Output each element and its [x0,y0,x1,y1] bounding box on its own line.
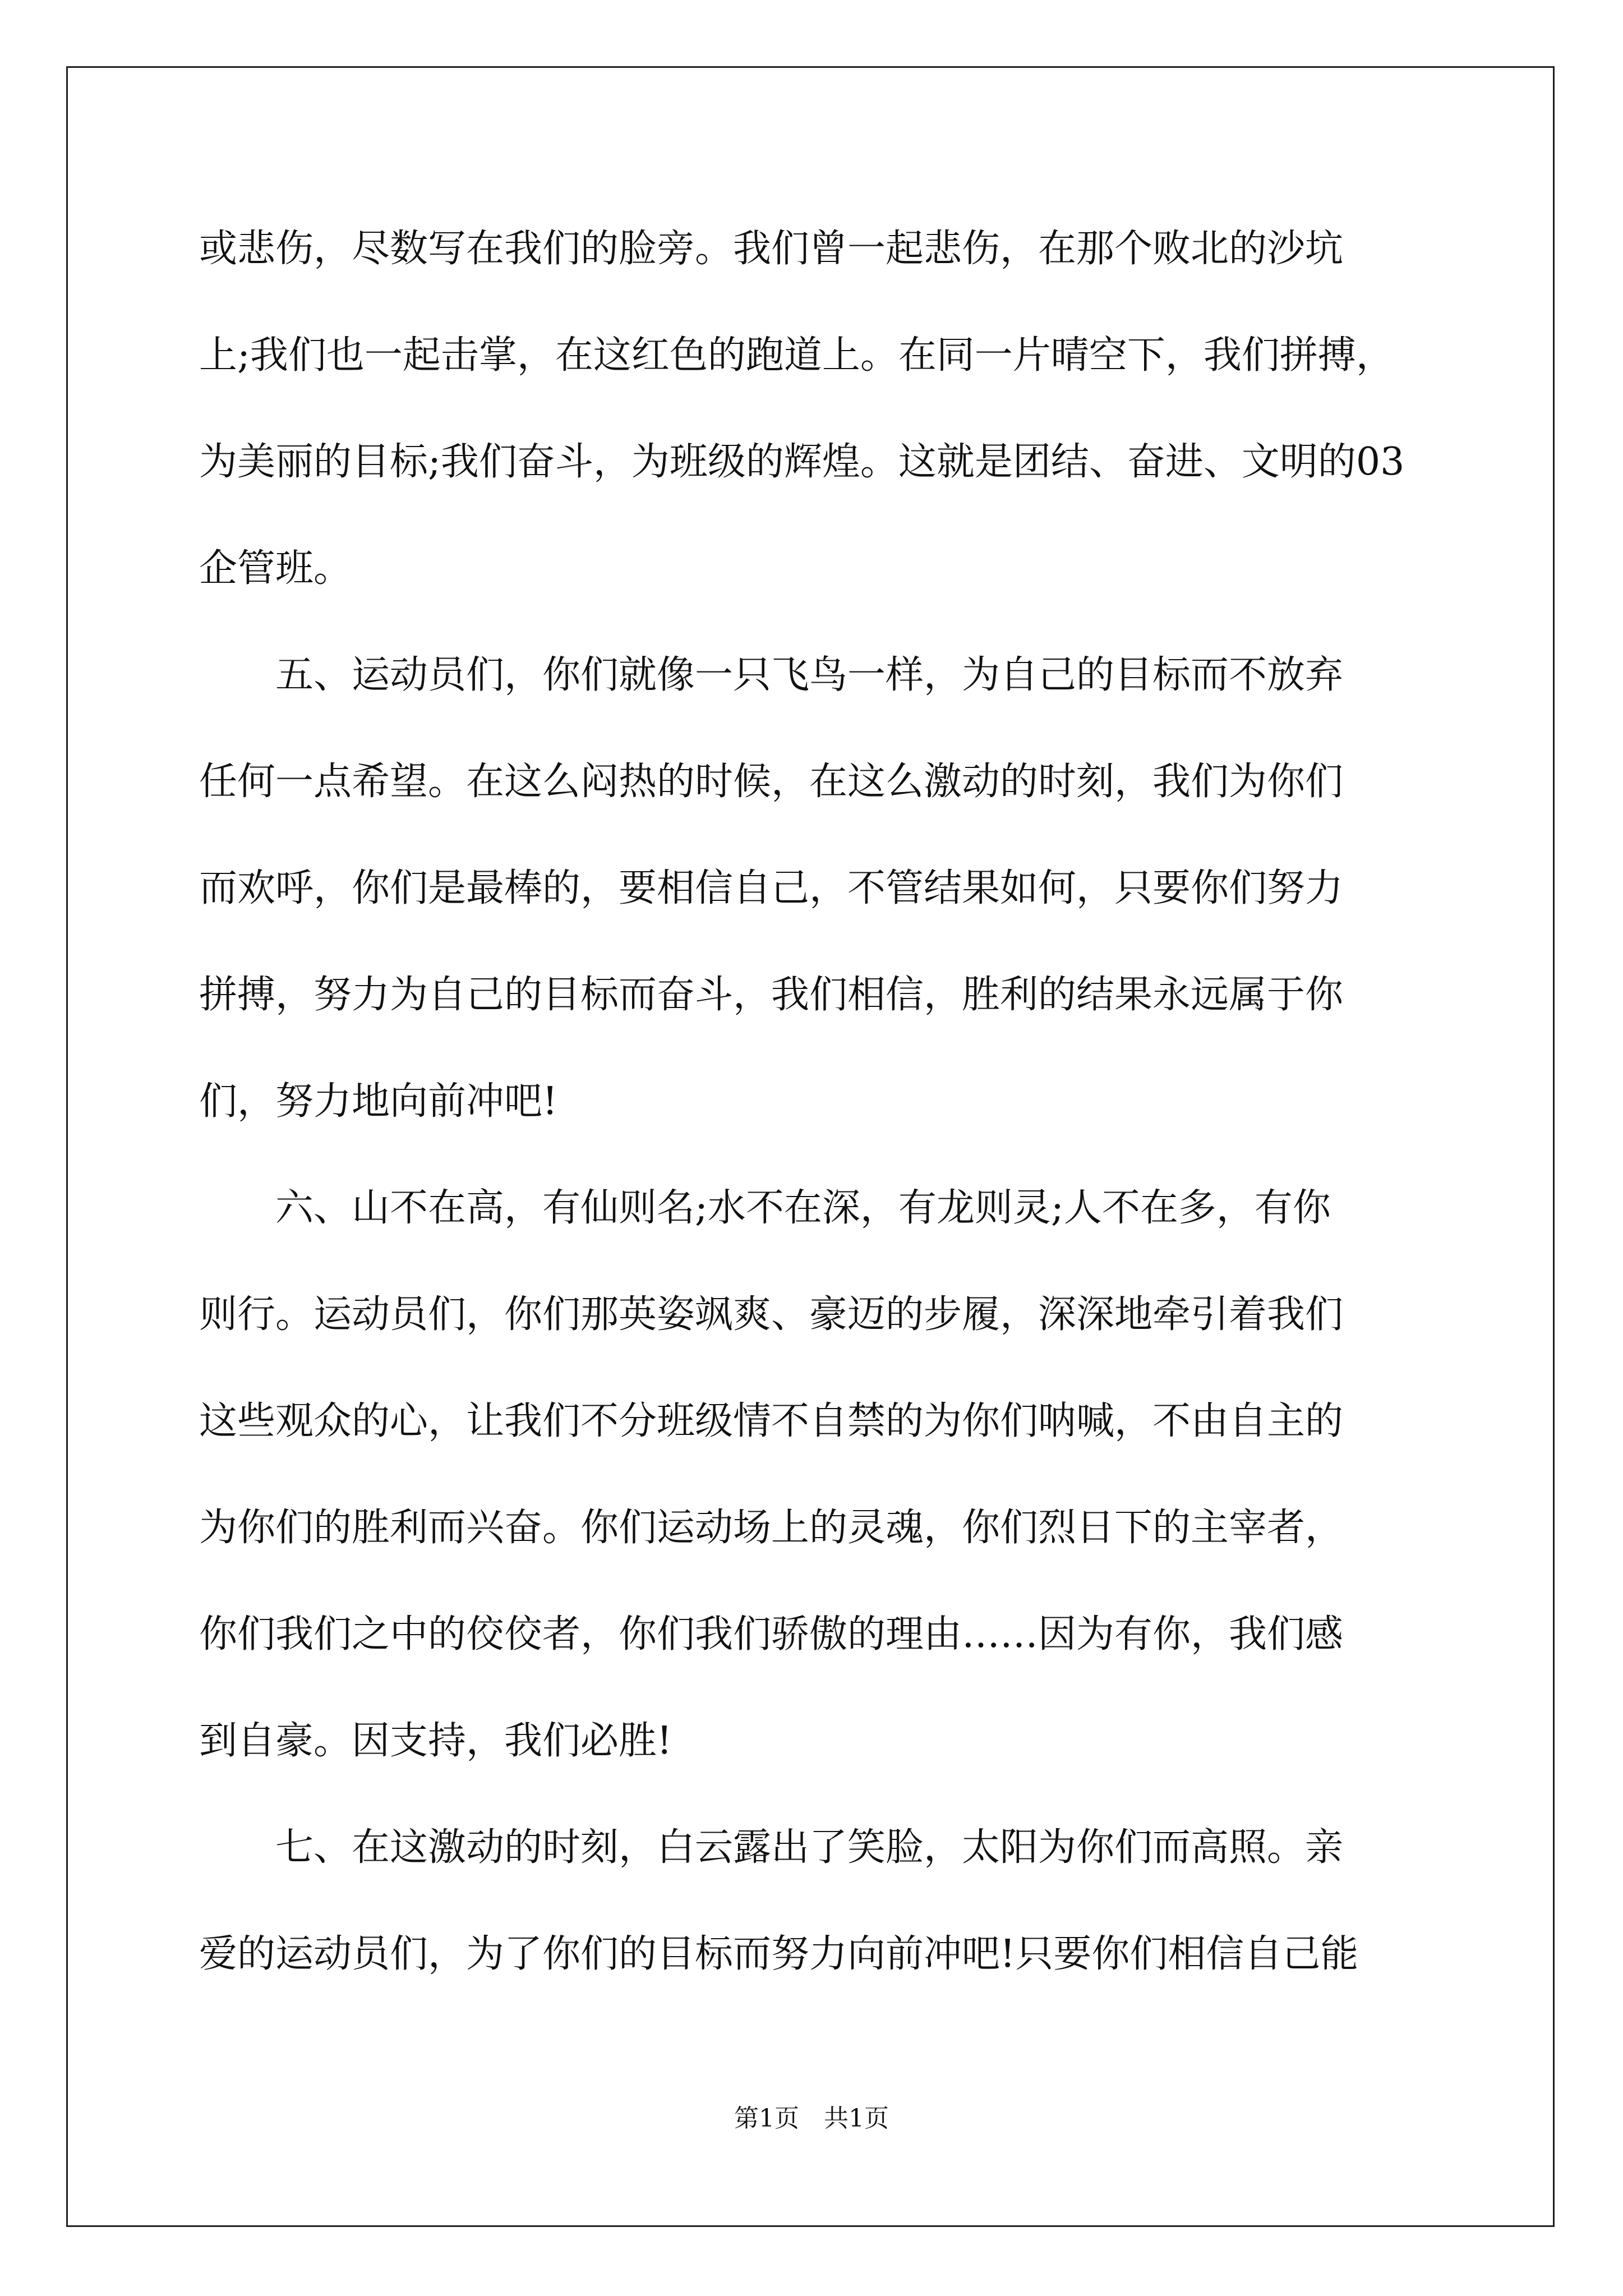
text-line: 拼搏，努力为自己的目标而奋斗，我们相信，胜利的结果永远属于你 [199,973,1344,1017]
text-line: 们，努力地向前冲吧! [199,1079,558,1124]
text-line: 六、山不在高，有仙则名;水不在深，有龙则灵;人不在多，有你 [199,1186,1331,1230]
text-line: 企管班。 [199,546,352,591]
text-line: 到自豪。因支持，我们必胜! [199,1719,672,1763]
text-line: 五、运动员们，你们就像一只飞鸟一样，为自己的目标而不放弃 [199,653,1344,697]
text-line: 七、在这激动的时刻，白云露出了笑脸，太阳为你们而高照。亲 [199,1825,1344,1870]
text-line: 为你们的胜利而兴奋。你们运动场上的灵魂，你们烈日下的主宰者， [199,1506,1344,1550]
text-line: 而欢呼，你们是最棒的，要相信自己，不管结果如何，只要你们努力 [199,866,1344,910]
text-line: 为美丽的目标;我们奋斗，为班级的辉煌。这就是团结、奋进、文明的03 [199,440,1405,484]
text-line: 你们我们之中的佼佼者，你们我们骄傲的理由……因为有你，我们感 [199,1612,1344,1657]
text-line: 或悲伤，尽数写在我们的脸旁。我们曾一起悲伤，在那个败北的沙坑 [199,227,1344,271]
page-border [66,66,1555,2227]
text-line: 上;我们也一起击掌，在这红色的跑道上。在同一片晴空下，我们拼搏， [199,333,1394,378]
text-line: 任何一点希望。在这么闷热的时候，在这么激动的时刻，我们为你们 [199,760,1344,804]
text-line: 则行。运动员们，你们那英姿飒爽、豪迈的步履，深深地牵引着我们 [199,1292,1344,1337]
text-line: 这些观众的心，让我们不分班级情不自禁的为你们呐喊，不由自主的 [199,1399,1344,1443]
page-number-footer: 第1页 共1页 [734,2104,889,2133]
text-line: 爱的运动员们，为了你们的目标而努力向前冲吧!只要你们相信自己能 [199,1932,1359,1976]
